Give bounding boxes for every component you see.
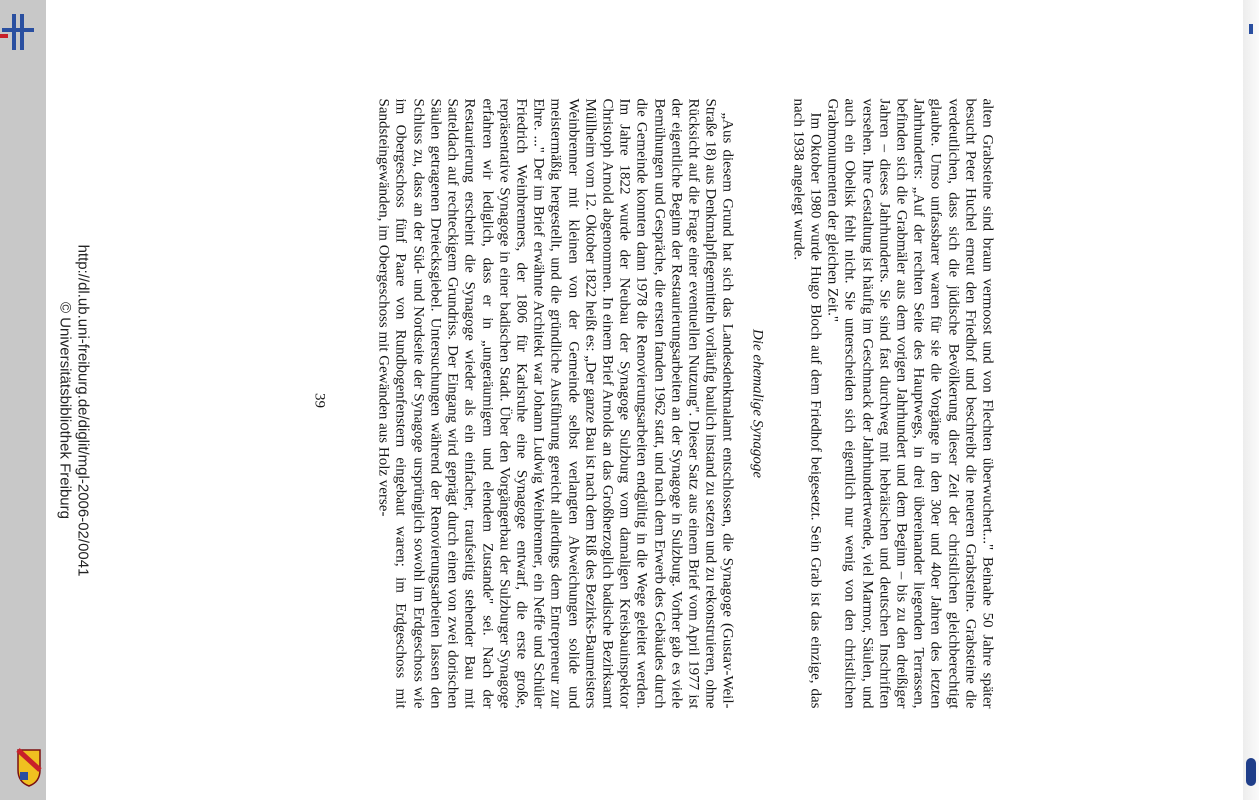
page-number: 39 xyxy=(311,392,327,408)
coat-of-arms-icon xyxy=(16,748,42,788)
viewer-right-edge xyxy=(1243,0,1259,800)
edge-mark-bottom xyxy=(1246,758,1256,786)
library-logo-icon xyxy=(0,12,36,52)
viewer-left-strip xyxy=(0,0,46,800)
footer-copyright: © Universitätsbibliothek Freiburg xyxy=(56,301,73,519)
rotated-page-content xyxy=(46,0,1243,800)
footer-url[interactable]: http://dl.ub.uni-freiburg.de/diglit/mgl-2006-02/0041 xyxy=(74,244,91,576)
paragraph-1: alten Grabsteine sind braun vermoost und von Flechten überwuchert..." Beinahe 50 Jahre später besucht Peter Huchel erneut den Friedhof und beschreibt die neueren Grabsteine. Grabsteine die verdeutlichen, dass sich die jüdische Bevölkerung dieser Zeit der christlichen gleichberechtigt glaubte. Umso unfassbarer waren für sie die Vorgänge in den 30er und 40er Jahren des letzten Jahrhunderts: „Auf der rechten Seite des Hauptwegs, in drei übereinander liegenden Terrassen, befinden sich die Grabmäler aus dem vorigen Jahrhundert und dem Beginn – bis zu den dreißiger Jahren – dieses Jahrhunderts. Sie sind fast durchweg mit hebräischen und deutschen Inschriften versehen. Ihre Gestaltung ist häufig im Geschmack der Jahrhundertwende, viel Marmor, Säulen, und auch ein Obelisk fehlt nicht. Sie unterscheiden sich eigentlich nur wenig von den christlichen Grabmonumenten der gleichen Zeit." xyxy=(824,98,995,708)
scanned-page xyxy=(46,0,1243,800)
section-title: Die ehemalige Synagoge xyxy=(748,328,765,478)
body-text xyxy=(374,98,995,708)
edge-mark-top xyxy=(1249,24,1253,34)
section-paragraph: „Aus diesem Grund hat sich das Landesdenkmalamt entschlossen, die Synagoge (Gustav-Weil-Straße 18) aus Denkmalpflegemitteln vorläufig baulich instand zu setzen und zu rekonstruieren, ohne Rücksicht auf die Frage einer eventuellen Nutzung". Dieser Satz aus einem Brief vom April 1977 ist der eigentliche Beginn der Restaurierungsarbeiten an der Synagoge in Sulzburg. Vorher gab es viele Bemühungen und Gespräche, die ersten fanden 1962 statt, und nach dem Erwerb des Gebäudes durch die Gemeinde konnten dann 1978 die Renovierungsarbeiten endgültig in die Wege geleitet werden. Im Jahre 1822 wurde der Neubau der Synagoge Sulzburg vom damaligen Kreisbauinspektor Christoph Arnold abgenommen. In einem Brief Arnolds an das Großherzoglich badische Bezirksamt Müllheim vom 12. Oktober 1822 heißt es: „Der ganze Bau ist nach dem Riß des Bezirks-Baumeisters Weinbrenner mit kleinen von der Gemeinde selbst verlangten Abweichungen solide und meistermäßig hergestellt, und die gründliche Ausführung gereicht allerdings dem Entrepreneur zur Ehre. ..." Der im Brief erwähnte Architekt war Johann Ludwig Weinbrenner, ein Neffe und Schüler Friedrich Weinbrenners, der 1806 für Karlsruhe eine Synagoge entwarf, die erste große, repräsentative Synagoge in einer badischen Stadt. Über den Vorgängerbau der Sulzburger Synagoge erfahren wir lediglich, dass er in „ungeräumigem und elendem Zustande" sei. Nach der Restaurierung erscheint die Synagoge wieder als ein einfacher, traufseitig stehender Bau mit Satteldach auf rechteckigem Grundriss. Der Eingang wird geprägt durch einen von zwei dorischen Säulen getragenen Dreiecksgiebel. Untersuchungen während der Renovierungsarbeiten lassen den Schluss zu, dass an der Süd- und Nordseite der Synagoge ursprünglich sowohl im Erdgeschoss wie im Obergeschoss fünf Paare von Rundbogenfenstern eingebaut waren; im Erdgeschoss mit Sandsteingewänden, im Obergeschoss mit Gewänden aus Holz verse- xyxy=(375,98,736,708)
paragraph-2: Im Oktober 1980 wurde Hugo Bloch auf dem Friedhof beigesetzt. Sein Grab ist das einzige, das nach 1938 angelegt wurde. xyxy=(789,98,823,708)
